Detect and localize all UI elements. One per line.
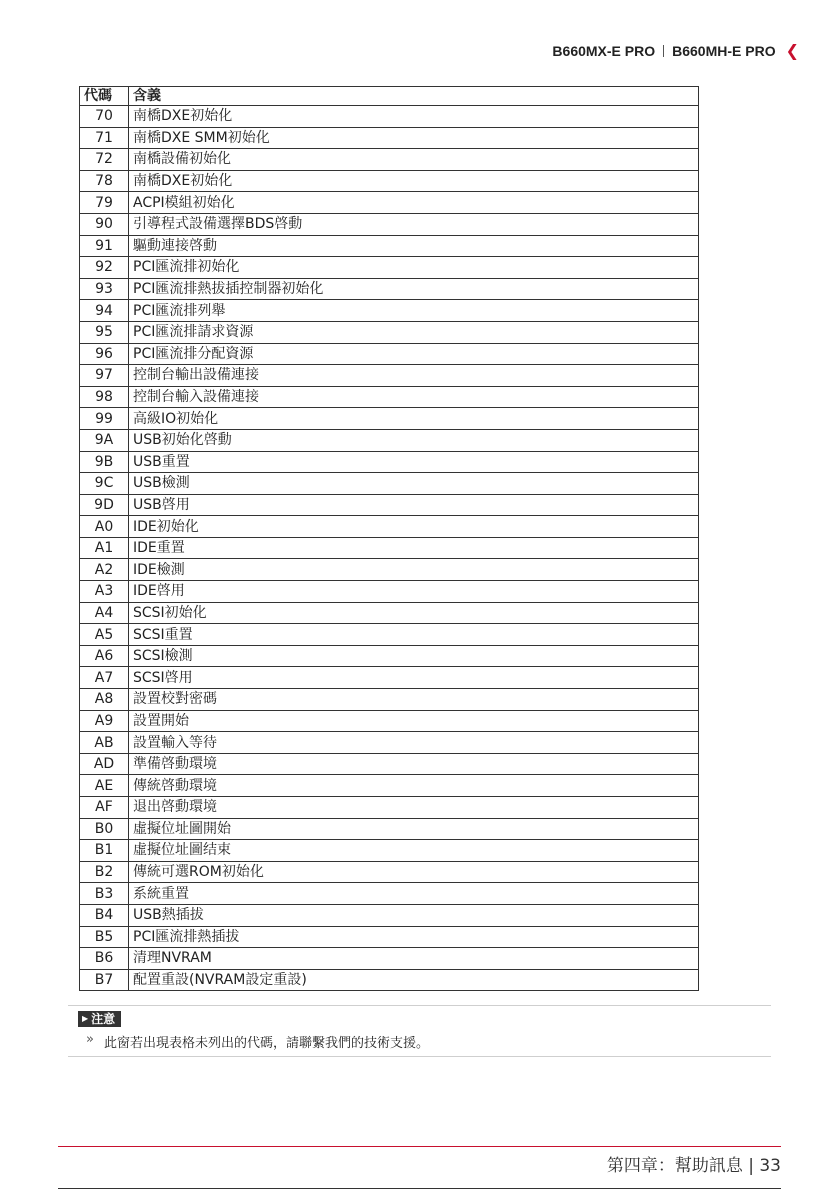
post-code-cell: 98 [80, 386, 129, 408]
table-row [80, 645, 699, 667]
post-code-cell: 72 [80, 149, 129, 171]
note-bullet: » [86, 1032, 94, 1047]
table-row [80, 170, 699, 192]
footer-rule-top [58, 1146, 781, 1147]
meaning-cell: PCI匯流排分配資源 [129, 343, 699, 365]
table-row [80, 948, 699, 970]
table-row [80, 408, 699, 430]
post-code-cell: 9A [80, 429, 129, 451]
post-code-cell: A7 [80, 667, 129, 689]
meaning-cell: 清理NVRAM [129, 948, 699, 970]
post-code-cell: 95 [80, 321, 129, 343]
table-row [80, 926, 699, 948]
table-row [80, 818, 699, 840]
table-row [80, 581, 699, 603]
table-row [80, 365, 699, 387]
table-row [80, 257, 699, 279]
meaning-cell: 配置重設(NVRAM設定重設) [129, 969, 699, 991]
meaning-cell: 設置開始 [129, 710, 699, 732]
table-header-row [80, 87, 699, 106]
page-header [552, 40, 799, 62]
post-code-cell: B6 [80, 948, 129, 970]
post-code-cell: 93 [80, 278, 129, 300]
meaning-cell: 虛擬位址圖開始 [129, 818, 699, 840]
model-name-a: B660MX-E PRO [552, 43, 656, 59]
post-code-cell: B1 [80, 840, 129, 862]
table-row [80, 840, 699, 862]
post-code-cell: A8 [80, 689, 129, 711]
table-row [80, 473, 699, 495]
table-row [80, 753, 699, 775]
post-code-cell: B2 [80, 861, 129, 883]
table-row [80, 883, 699, 905]
post-code-cell: 96 [80, 343, 129, 365]
table-row [80, 127, 699, 149]
meaning-cell: 引導程式設備選擇BDS啓動 [129, 213, 699, 235]
table-row [80, 602, 699, 624]
model-name-b: B660MH-E PRO [672, 43, 776, 59]
meaning-cell: SCSI初始化 [129, 602, 699, 624]
note-text: 此窗若出現表格未列出的代碼，請聯繫我們的技術支援。 [103, 1036, 429, 1051]
post-code-cell: A4 [80, 602, 129, 624]
meaning-cell: 高級IO初始化 [129, 408, 699, 430]
meaning-cell: 傳統啓動環境 [129, 775, 699, 797]
triangle-right-icon: ▶ [82, 1014, 89, 1023]
post-code-cell: 9C [80, 473, 129, 495]
table-row [80, 300, 699, 322]
meaning-cell: 南橋DXE初始化 [129, 106, 699, 128]
meaning-cell: 系統重置 [129, 883, 699, 905]
column-header-code: 代碼 [80, 87, 129, 106]
meaning-cell: USB啓用 [129, 494, 699, 516]
meaning-cell: 設置輸入等待 [129, 732, 699, 754]
post-code-cell: A9 [80, 710, 129, 732]
meaning-cell: PCI匯流排熱插拔 [129, 926, 699, 948]
post-code-cell: B0 [80, 818, 129, 840]
post-code-cell: AF [80, 797, 129, 819]
meaning-cell: SCSI啓用 [129, 667, 699, 689]
post-code-cell: 79 [80, 192, 129, 214]
table-row [80, 386, 699, 408]
table-row [80, 429, 699, 451]
chevron-left-icon: ❮ [785, 43, 799, 60]
meaning-cell: 退出啓動環境 [129, 797, 699, 819]
post-code-cell: 94 [80, 300, 129, 322]
post-code-cell: 97 [80, 365, 129, 387]
table-row [80, 710, 699, 732]
meaning-cell: 南橋設備初始化 [129, 149, 699, 171]
meaning-cell: USB熱插拔 [129, 904, 699, 926]
table-row [80, 213, 699, 235]
meaning-cell: PCI匯流排熱拔插控制器初始化 [129, 278, 699, 300]
meaning-cell: PCI匯流排列舉 [129, 300, 699, 322]
meaning-cell: IDE重置 [129, 537, 699, 559]
post-code-cell: A1 [80, 537, 129, 559]
table-row [80, 969, 699, 991]
table-row [80, 192, 699, 214]
table-row [80, 149, 699, 171]
post-code-table [79, 86, 699, 991]
meaning-cell: 驅動連接啓動 [129, 235, 699, 257]
post-code-cell: 9D [80, 494, 129, 516]
note-line [86, 1032, 429, 1051]
post-code-cell: A3 [80, 581, 129, 603]
table-row [80, 235, 699, 257]
meaning-cell: ACPI模組初始化 [129, 192, 699, 214]
post-code-cell: 91 [80, 235, 129, 257]
footer-rule-bottom [58, 1188, 781, 1189]
meaning-cell: 準備啓動環境 [129, 753, 699, 775]
meaning-cell: USB檢測 [129, 473, 699, 495]
table-row [80, 537, 699, 559]
note-box [68, 1005, 771, 1057]
post-code-cell: A5 [80, 624, 129, 646]
meaning-cell: SCSI檢測 [129, 645, 699, 667]
table-row [80, 106, 699, 128]
meaning-cell: IDE初始化 [129, 516, 699, 538]
meaning-cell: 控制台輸出設備連接 [129, 365, 699, 387]
meaning-cell: PCI匯流排初始化 [129, 257, 699, 279]
table-row [80, 321, 699, 343]
table-row [80, 494, 699, 516]
post-code-cell: B4 [80, 904, 129, 926]
post-code-cell: B3 [80, 883, 129, 905]
table-row [80, 343, 699, 365]
table-row [80, 904, 699, 926]
table-row [80, 667, 699, 689]
table-row [80, 732, 699, 754]
table-row [80, 797, 699, 819]
post-code-cell: A6 [80, 645, 129, 667]
table-row [80, 775, 699, 797]
post-code-cell: AD [80, 753, 129, 775]
table-row [80, 516, 699, 538]
post-code-cell: 90 [80, 213, 129, 235]
meaning-cell: 設置校對密碼 [129, 689, 699, 711]
column-header-meaning: 含義 [129, 87, 699, 106]
post-code-cell: 92 [80, 257, 129, 279]
post-code-cell: A2 [80, 559, 129, 581]
meaning-cell: IDE啓用 [129, 581, 699, 603]
table-row [80, 624, 699, 646]
post-code-cell: 9B [80, 451, 129, 473]
post-code-cell: AB [80, 732, 129, 754]
table-row [80, 278, 699, 300]
header-divider [663, 45, 664, 57]
meaning-cell: USB重置 [129, 451, 699, 473]
meaning-cell: 南橋DXE初始化 [129, 170, 699, 192]
table-row [80, 451, 699, 473]
note-label: 注意 [91, 1012, 116, 1026]
post-code-cell: A0 [80, 516, 129, 538]
post-code-cell: AE [80, 775, 129, 797]
meaning-cell: 虛擬位址圖结束 [129, 840, 699, 862]
post-code-cell: B5 [80, 926, 129, 948]
page-footer: 第四章：幫助訊息 | 33 [606, 1156, 781, 1176]
table-row [80, 689, 699, 711]
table-row [80, 861, 699, 883]
meaning-cell: 南橋DXE SMM初始化 [129, 127, 699, 149]
note-tag [78, 1011, 121, 1027]
meaning-cell: 傳統可選ROM初始化 [129, 861, 699, 883]
table-row [80, 559, 699, 581]
post-code-cell: 71 [80, 127, 129, 149]
meaning-cell: 控制台輸入設備連接 [129, 386, 699, 408]
meaning-cell: PCI匯流排請求資源 [129, 321, 699, 343]
meaning-cell: USB初始化啓動 [129, 429, 699, 451]
meaning-cell: SCSI重置 [129, 624, 699, 646]
post-code-cell: 70 [80, 106, 129, 128]
post-code-cell: 78 [80, 170, 129, 192]
post-code-cell: B7 [80, 969, 129, 991]
table-body [80, 106, 699, 991]
post-code-cell: 99 [80, 408, 129, 430]
meaning-cell: IDE檢測 [129, 559, 699, 581]
